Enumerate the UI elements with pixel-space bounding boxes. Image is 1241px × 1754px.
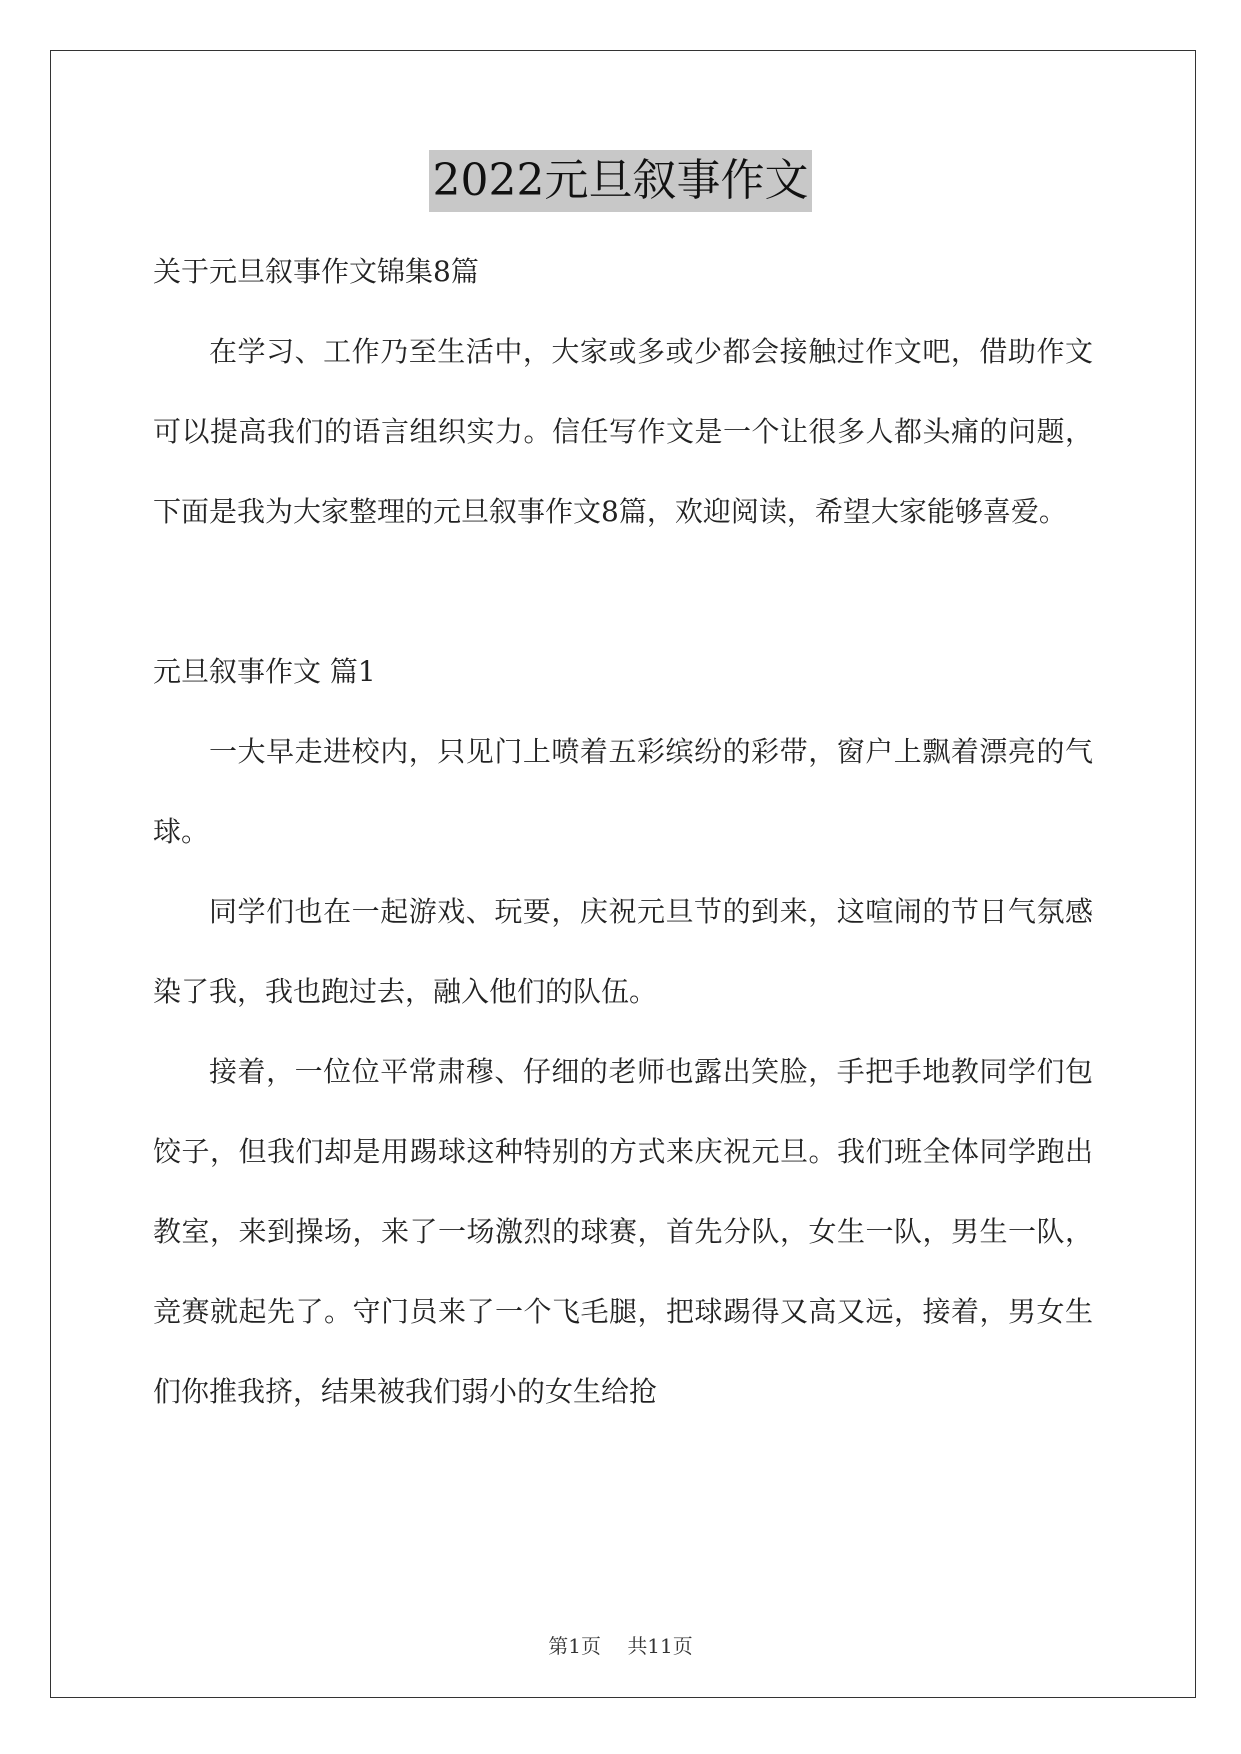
page-number-total: 共11页 <box>627 1634 693 1658</box>
paragraph-2: 同学们也在一起游戏、玩要，庆祝元旦节的到来，这喧闹的节日气氛感染了我，我也跑过去，融入他们的队伍。 <box>153 895 1093 1008</box>
title-container <box>0 150 1241 212</box>
spacer <box>153 552 1093 632</box>
subtitle: 关于元旦叙事作文锦集8篇 <box>153 255 479 288</box>
document-body <box>153 232 1093 1432</box>
page-number-current: 第1页 <box>548 1634 601 1658</box>
intro-paragraph: 在学习、工作乃至生活中，大家或多或少都会接触过作文吧，借助作文可以提高我们的语言组织实力。信任写作文是一个让很多人都头痛的问题，下面是我为大家整理的元旦叙事作文8篇，欢迎阅读，希望大家能够喜爱。 <box>153 335 1093 528</box>
section-heading: 元旦叙事作文 篇1 <box>153 655 376 688</box>
page-footer <box>0 1630 1241 1659</box>
paragraph-1: 一大早走进校内，只见门上喷着五彩缤纷的彩带，窗户上飘着漂亮的气球。 <box>153 735 1093 848</box>
paragraph-3: 接着，一位位平常肃穆、仔细的老师也露出笑脸，手把手地教同学们包饺子，但我们却是用踢球这种特别的方式来庆祝元旦。我们班全体同学跑出教室，来到操场，来了一场激烈的球赛，首先分队，女生一队，男生一队，竞赛就起先了。守门员来了一个飞毛腿，把球踢得又高又远，接着，男女生们你推我挤，结果被我们弱小的女生给抢 <box>153 1055 1093 1408</box>
document-title: 2022元旦叙事作文 <box>429 150 813 212</box>
